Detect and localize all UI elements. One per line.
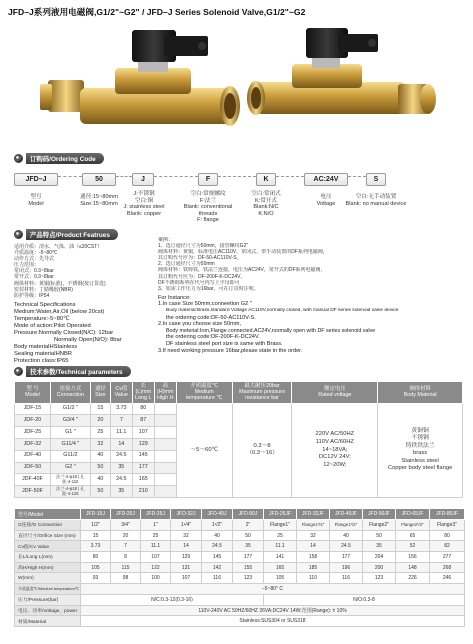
solenoid-valve-photo [20, 28, 450, 146]
dash-line [58, 176, 82, 177]
bullet-icon [14, 367, 23, 376]
table-row: JDF-40 G11/2 40 24.5 145 [15, 450, 463, 462]
desc-voltage: 电压 Voltage [316, 194, 336, 207]
large-valve [40, 30, 240, 126]
table-row: Cv值/Cv Value 3.73 7 11.1 14 24.5 35 11.1 14 24.5 35 52 82 [15, 541, 465, 552]
features-left: 适用介质：清水、气体、油（≤20CST） 介质温度：-5~80℃ 动作方式：先导式 压力范围： 常闭式：0.3~8bar 常开式：0.3~8bar 阀体材料：黄铜(标准)、不锈钢(按订货选) 密封材料：丁腈橡胶(NBR) 防护等级：IP54 Technical Specifications Medium:Water,Air,Oil (below 20cst) Temperature:-5~80℃ Mode of action:Pilot Operated Pressure:Normally Closed(N/C): 12bar Normally Open(N/O): 8bar Body materialHStainless Sealing materialHNBR Protection class:IP65 [14, 244, 122, 364]
table-header-row: 型 号 Model 连接方式 Connection 通径 Size Cv值 Value 长(L)mm Long L 高(H)mm High H 介质温度℃ Medium temperature ℃ 最大耐压20bar Maximum pressure resistance bar 额定电压 Rated voltage 阀体材料 Body Material [15, 382, 463, 404]
small-valve [247, 28, 436, 115]
code-voltage: AC:24V [304, 173, 348, 186]
code-size: 50 [82, 173, 116, 186]
table-row: JDF-32 G11/4 " 32 14 129 [15, 439, 463, 451]
code-model: JFD–J [14, 173, 58, 186]
features-right: 案例： 1、选订通径尺寸为50mm，接管螺纹G2" 阀体材料：黄铜，标准电压AC110V，常闭式，带手动装置的DF系列电磁阀， 其订购代号应为：DF-50-AC110V-S。 2、选订通径尺寸为50mm 阀体材料：铁铸铁，铁法兰连接，电压为AC24V，常开式的DF系列电磁阀， 其订购代号应为：DF-200F-K-DC24V。 DF不锈钢系列在代号内写上字母即可 3、如需工作压力为16bar，可在订货时注明。 For Instance: 1.In case Size 50mm,conneetion G2 " Body material:Brass,standard Voltage AC110V,normally closed, with manual DF series solenoid valve device the ordering code:DF-50-AC110V-S. 2.In case you choose size 50mm, Body meterial:Iron,Flange connected,AC24V,normally open with DF series solenoid valve the ordering code:DF-200F-K-DC24V. DF stainless steel port size is same with Brass. 3.If need working pressure 16bar,please state in the order. [158, 237, 399, 354]
table-row: W(mm) 93 98 100 107 116 123 105 110 116 123 226 246 [15, 573, 465, 584]
material-cell: 黄铜铜 不锈钢 铸铁铁法兰 brass Stainless steel Copper body steel flange [378, 403, 463, 497]
desc-size: 通径:15~80mm Size:15~80mm [80, 194, 118, 207]
bullet-icon [14, 230, 23, 239]
code-material: J [132, 173, 154, 186]
technical-heading: 技术参数/Technical parameters [14, 365, 131, 377]
temperature-cell: ～5～60℃ [176, 403, 232, 497]
voltage-cell: 220V AC/50HZ 110V AC/60HZ 14~18VA; DC12V 24V; 12~20W; [292, 403, 378, 497]
table-row: JDF-40F 法兰-4-φ18 | 孔距-4-110 40 24.5 165 [15, 474, 463, 486]
table-row: 材质/Material Stainless:SUS304 or SUS318 [15, 616, 465, 627]
code-manual: S [366, 173, 386, 186]
table-row: JDF-50F 法兰-4-φ18 | 孔距-4-125 50 35 210 [15, 486, 463, 498]
table-row: 高H/High H(mm) 105 115 122 131 142 155 165 185 196 200 148 268 [15, 562, 465, 573]
table-row: 电压、功率/Voltage、power 110V-240V AC 50HZ/60HZ 26VA;DC24V 14W;范围(Range): ± 10% [15, 605, 465, 616]
desc-manual: 空白:无手动装置 Blank: no manual device [345, 194, 407, 207]
table-row: G连接/G Connection 1/2" 3/4" 1" 1¹/4" 1¹/2" 2" Flange1" Flange1¹/4" Flange1¹/2" Flange2" Flange2¹/2" Flange3" [15, 520, 465, 531]
table-row: JDF-20 G3/4 " 20 7 87 [15, 415, 463, 427]
desc-material: J:不锈钢 空白:铜 J: stainless steel Blank: copper [123, 191, 165, 217]
dash-line [154, 176, 198, 177]
table-row: 压力/Pressure(bar) N/C:0.3-12(0.3-16) N/O:0.3-8 [15, 594, 465, 605]
table-row: 直径尺寸/Orifice Size (mm) 15 20 25 32 40 50 25 32 40 50 65 80 [15, 530, 465, 541]
table-row: 介质温度℃/Medium temperature℃ –5~80° C [15, 584, 465, 595]
page-title: JFD–J系列液用电磁阀,G1/2"~G2" / JFD–J Series Solenoid Valve,G1/2"~G2 [8, 7, 306, 17]
desc-normal-state: 空白:常闭式 K:常开式 Blank:N/C K:N/O [251, 191, 281, 217]
dash-line [116, 176, 132, 177]
technical-table-brass [14, 381, 463, 498]
dash-line [348, 176, 366, 177]
ordering-code-heading: 订购码/Ordering Code [14, 152, 104, 164]
code-normal-state: K [256, 173, 276, 186]
table-row: JDF-25 G1 " 25 11.1 107 [15, 427, 463, 439]
dash-line [276, 176, 304, 177]
desc-model: 型号 Model [28, 194, 44, 207]
code-connection: F [198, 173, 218, 186]
table-row: 长L/Long L(mm) 80 8 107 129 145 177 141 158 177 204 156 277 [15, 552, 465, 563]
features-heading: 产品特点/Product Featrues [14, 228, 118, 240]
bullet-icon [14, 154, 23, 163]
dash-line [218, 176, 256, 177]
table-row: JDF-15 G1/2 " 15 3.73 80 ～5～60℃ 0.3～8 （0.3～16） 220V AC/50HZ 110V AC/60HZ 14~18VA; DC12V 24V; 12~20W; 黄铜铜 不锈钢 铸铁铁法兰 brass Stainless steel Copper body steel flange [15, 403, 463, 415]
pressure-cell: 0.3～8 （0.3～16） [232, 403, 292, 497]
table-row: JDF-50 G2 " 50 35 177 [15, 462, 463, 474]
desc-connection: 空白:常规螺纹 F:法兰 Blank: conventional threads F: flange [183, 191, 233, 224]
table-header-row: 型号/Model JFD-15J JFD-20J JFD-25J JFD-32J JFD-40J JFD-50J JFD-25JF JFD-32JF JFD-40JF JFD-50JF JFD-65JF JFD-80JF [15, 509, 465, 520]
technical-table-stainless [14, 508, 465, 627]
